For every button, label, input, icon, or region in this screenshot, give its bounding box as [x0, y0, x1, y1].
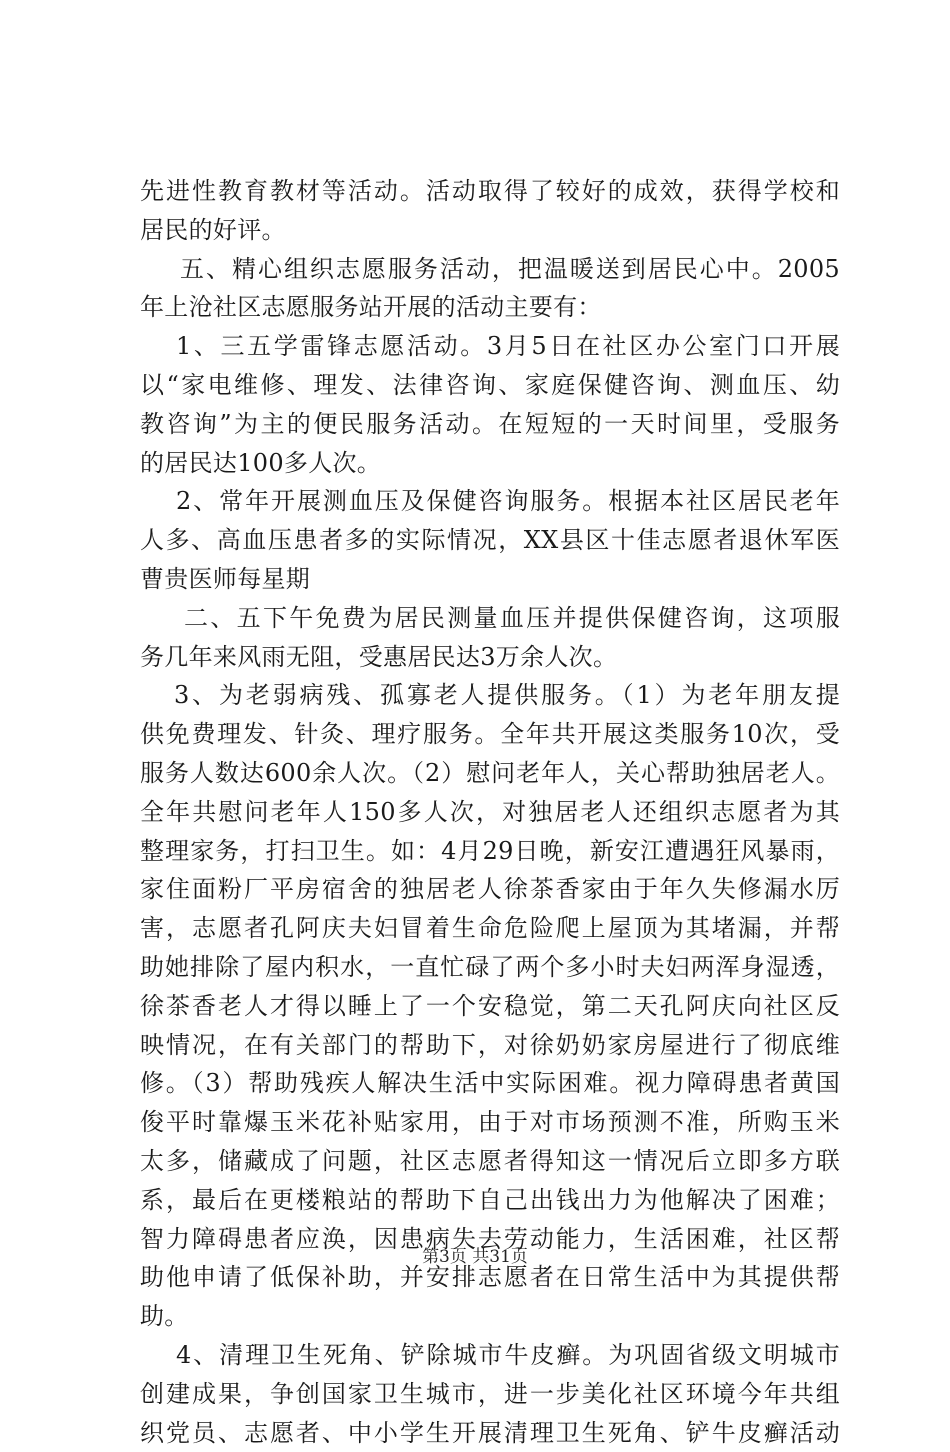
text-line: 助。	[140, 1297, 840, 1336]
text-line: 太多，储藏成了问题，社区志愿者得知这一情况后立即多方联	[140, 1142, 840, 1181]
text-line: 映情况，在有关部门的帮助下，对徐奶奶家房屋进行了彻底维	[140, 1026, 840, 1065]
text-line: 整理家务，打扫卫生。如：4月29日晚，新安江遭遇狂风暴雨，	[140, 832, 840, 871]
text-line: 徐茶香老人才得以睡上了一个安稳觉，第二天孔阿庆向社区反	[140, 987, 840, 1026]
text-line: 2、常年开展测血压及保健咨询服务。根据本社区居民老年	[140, 482, 840, 521]
text-line: 先进性教育教材等活动。活动取得了较好的成效，获得学校和	[140, 172, 840, 211]
text-line: 人多、高血压患者多的实际情况，XX县区十佳志愿者退休军医	[140, 521, 840, 560]
text-line: 修。（3）帮助残疾人解决生活中实际困难。视力障碍患者黄国	[140, 1064, 840, 1103]
text-line: 的居民达100多人次。	[140, 444, 840, 483]
text-line: 助她排除了屋内积水，一直忙碌了两个多小时夫妇两浑身湿透，	[140, 948, 840, 987]
text-line: 供免费理发、针灸、理疗服务。全年共开展这类服务10次，受	[140, 715, 840, 754]
text-line: 系，最后在更楼粮站的帮助下自己出钱出力为他解决了困难；	[140, 1181, 840, 1220]
text-line: 织党员、志愿者、中小学生开展清理卫生死角、铲牛皮癣活动	[140, 1414, 840, 1452]
text-line: 1、三五学雷锋志愿活动。3月5日在社区办公室门口开展	[140, 327, 840, 366]
text-line: 3、为老弱病残、孤寡老人提供服务。（1）为老年朋友提	[140, 676, 840, 715]
text-line: 年上沧社区志愿服务站开展的活动主要有：	[140, 288, 840, 327]
text-line: 家住面粉厂平房宿舍的独居老人徐茶香家由于年久失修漏水厉	[140, 870, 840, 909]
text-line: 智力障碍患者应涣，因患病失去劳动能力，生活困难，社区帮	[140, 1220, 840, 1259]
text-line: 五、精心组织志愿服务活动，把温暖送到居民心中。2005	[140, 250, 840, 289]
text-line: 教咨询”为主的便民服务活动。在短短的一天时间里，受服务	[140, 405, 840, 444]
text-line: 创建成果，争创国家卫生城市，进一步美化社区环境今年共组	[140, 1375, 840, 1414]
text-line: 曹贵医师每星期	[140, 560, 840, 599]
text-line: 害，志愿者孔阿庆夫妇冒着生命危险爬上屋顶为其堵漏，并帮	[140, 909, 840, 948]
text-line: 务几年来风雨无阻，受惠居民达3万余人次。	[140, 638, 840, 677]
text-line: 服务人数达600余人次。（2）慰问老年人，关心帮助独居老人。	[140, 754, 840, 793]
text-line: 二、五下午免费为居民测量血压并提供保健咨询，这项服	[140, 599, 840, 638]
page-number-footer: 第3页 共31页	[0, 1242, 950, 1267]
text-line: 以“家电维修、理发、法律咨询、家庭保健咨询、测血压、幼	[140, 366, 840, 405]
text-line: 4、清理卫生死角、铲除城市牛皮癣。为巩固省级文明城市	[140, 1336, 840, 1375]
text-line: 俊平时靠爆玉米花补贴家用，由于对市场预测不准，所购玉米	[140, 1103, 840, 1142]
text-line: 全年共慰问老年人150多人次，对独居老人还组织志愿者为其	[140, 793, 840, 832]
text-line: 助他申请了低保补助，并安排志愿者在日常生活中为其提供帮	[140, 1258, 840, 1297]
text-line: 居民的好评。	[140, 211, 840, 250]
